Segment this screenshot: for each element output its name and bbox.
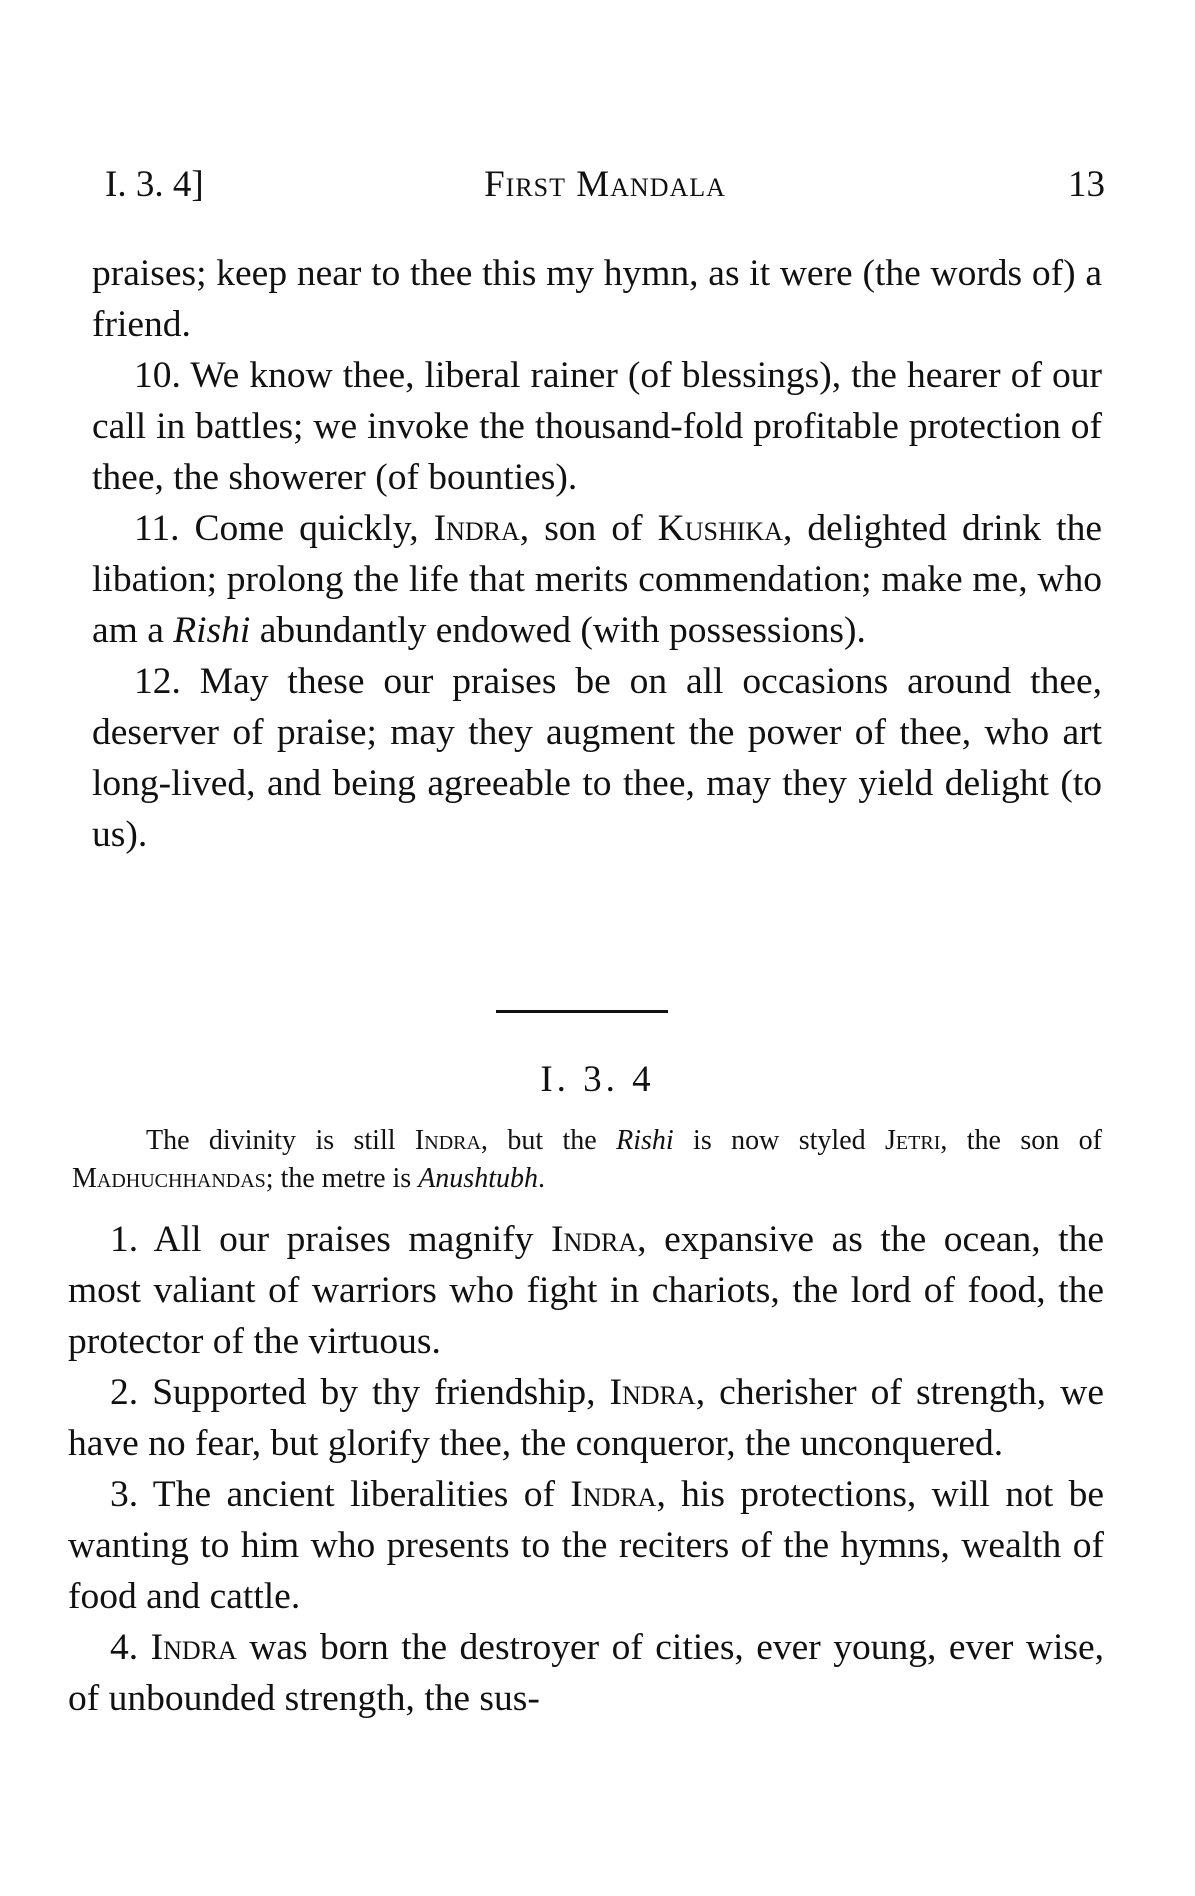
name-indra: Indra: [570, 1474, 657, 1515]
section-reference: I. 3. 4]: [105, 164, 204, 205]
headnote-part: is now styled: [673, 1125, 886, 1156]
verse-text: , son of: [519, 508, 658, 549]
verse-text: 4.: [110, 1627, 151, 1668]
section-divider: [496, 1010, 668, 1013]
paragraph-continuation: praises; keep near to thee this my hymn, as it were (the words of) a friend.: [92, 253, 1102, 345]
name-indra: Indra: [414, 1125, 481, 1156]
term-rishi: Rishi: [616, 1125, 674, 1156]
hymn-headnote: [72, 1122, 1102, 1198]
verse-text: , his protections, will not be wanting to him who presents to the reciters of the hymns, wealth of food and cattle.: [68, 1474, 1104, 1617]
name-madhuchhandas: Madhuchhandas: [72, 1163, 266, 1194]
verse-4: [68, 1622, 1104, 1724]
verse-2: [68, 1367, 1104, 1469]
verse-text: abundantly endowed (with possessions).: [250, 610, 866, 651]
term-anushtubh: Anushtubh: [418, 1163, 538, 1194]
name-indra: Indra: [433, 508, 520, 549]
name-indra: Indra: [550, 1219, 638, 1260]
headnote-part: .: [537, 1163, 545, 1194]
verses-continued: [92, 248, 1102, 860]
verse-12: 12. May these our praises be on all occasions around thee, deserver of praise; may they augment the power of thee, who art long-lived, and being agreeable to thee, may they yield delight (to us).: [92, 661, 1102, 855]
name-indra: Indra: [150, 1627, 237, 1668]
verse-text: , expansive as the ocean, the most valiant of warriors who fight in chariots, the lord of food, the protector of the virtuous.: [68, 1219, 1104, 1362]
name-indra: Indra: [609, 1372, 696, 1413]
name-kushika: Kushika: [657, 508, 783, 549]
verse-text: , cherisher of strength, we have no fear, but glorify thee, the conqueror, the unconquered.: [68, 1372, 1104, 1464]
headnote-part: The divinity is still: [146, 1125, 415, 1156]
verse-1: [68, 1214, 1104, 1367]
page-number: 13: [1068, 164, 1105, 205]
term-rishi: Rishi: [173, 610, 251, 651]
verse-text: 3. The ancient liberalities of: [110, 1474, 571, 1515]
verse-10: 10. We know thee, liberal rainer (of blessings), the hearer of our call in battles; we invoke the thousand-fold profitable protection of thee, the showerer (of bounties).: [92, 355, 1102, 498]
headnote-text: [72, 1122, 1102, 1198]
verse-text: was born the destroyer of cities, ever young, ever wise, of unbounded strength, the sus-: [68, 1627, 1104, 1719]
headnote-part: , the son of: [940, 1125, 1102, 1156]
hymn-heading: I. 3. 4: [540, 1059, 655, 1100]
running-title: First Mandala: [484, 164, 726, 205]
hymn-verses: [68, 1214, 1104, 1724]
verse-text: , delighted drink the libation; prolong the life that merits commendation; make me, who am a: [92, 508, 1102, 651]
verse-text: 1. All our praises magnify: [110, 1219, 551, 1260]
verse-text: 2. Supported by thy friendship,: [110, 1372, 610, 1413]
running-head: [105, 160, 1105, 210]
verse-3: [68, 1469, 1104, 1622]
verse-11: [92, 503, 1102, 656]
headnote-part: ; the metre is: [265, 1163, 419, 1194]
name-jetri: Jetri: [885, 1125, 941, 1156]
verse-text: 11. Come quickly,: [134, 508, 434, 549]
headnote-part: , but the: [480, 1125, 617, 1156]
